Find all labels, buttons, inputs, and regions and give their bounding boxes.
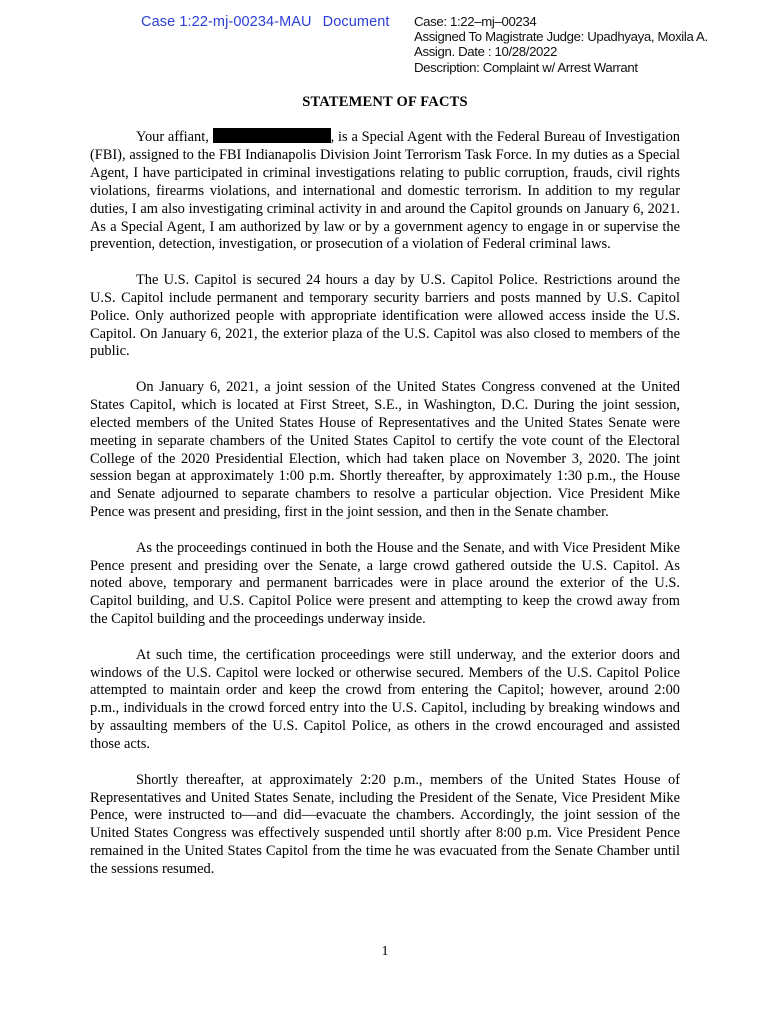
case-header-stamp: [141, 14, 396, 30]
paragraph-capitol-security: The U.S. Capitol is secured 24 hours a day by U.S. Capitol Police. Restrictions around the U.S. Capitol include permanent and temporary security barriers and posts manned by U.S. Capitol Police. Only authorized people with appropriate identification were allowed access inside the U.S. Capitol. On January 6, 2021, the exterior plaza of the U.S. Capitol was also closed to members of the public.: [90, 271, 680, 360]
redaction-box: [213, 128, 331, 143]
assigned-judge-line: Assigned To Magistrate Judge: Upadhyaya, Moxila A.: [414, 29, 708, 45]
page-number: 1: [381, 944, 389, 959]
paragraph-affiant: [90, 128, 680, 254]
case-assignment-stamp: [414, 14, 708, 75]
document-body: [90, 128, 680, 897]
document-title: STATEMENT OF FACTS: [302, 94, 468, 110]
paragraph-crowd-gathered: As the proceedings continued in both the House and the Senate, and with Vice President Mike Pence present and presiding over the Senate, a large crowd gathered outside the U.S. Capitol. As noted above, temporary and permanent barricades were in place around the exterior of the U.S. Capitol building, and U.S. Capitol Police were present and attempting to keep the crowd away from the Capitol building and the proceedings underway inside.: [90, 539, 680, 628]
paragraph-affiant-rest: , is a Special Agent with the Federal Bureau of Investigation (FBI), assigned to the FBI Indianapolis Division Joint Terrorism Task Force. In my duties as a Special Agent, I have participated in criminal investigations relating to public corruption, frauds, civil rights violations, firearms violations, and international and domestic terrorism. In addition to my regular duties, I am also investigating criminal activity in and around the Capitol grounds on January 6, 2021. As a Special Agent, I am authorized by law or by a government agency to engage in or supervise the prevention, detection, investigation, or prosecution of a violation of Federal criminal laws.: [90, 129, 680, 253]
paragraph-evacuation: Shortly thereafter, at approximately 2:20 p.m., members of the United States House of Representatives and United States Senate, including the President of the Senate, Vice President Mike Pence, were instructed to—and did—evacuate the chambers. Accordingly, the joint session of the United States Congress was effectively suspended until shortly after 8:00 p.m. Vice President Pence remained in the United States Capitol from the time he was evacuated from the Senate Chamber until the sessions resumed.: [90, 771, 680, 878]
document-label-text: Document: [322, 14, 390, 30]
paragraph-affiant-start: Your affiant,: [136, 129, 209, 145]
case-number-text: Case 1:22-mj-00234-MAU: [141, 14, 312, 30]
case-number-line: Case: 1:22–mj–00234: [414, 14, 537, 29]
assign-date-line: Assign. Date : 10/28/2022: [414, 44, 558, 60]
paragraph-forced-entry: At such time, the certification proceedings were still underway, and the exterior doors and windows of the U.S. Capitol were locked or otherwise secured. Members of the U.S. Capitol Police attempted to maintain order and keep the crowd from entering the Capitol; however, around 2:00 p.m., individuals in the crowd forced entry into the U.S. Capitol, including by breaking windows and by assaulting members of the U.S. Capitol Police, as others in the crowd encouraged and assisted those acts.: [90, 646, 680, 753]
paragraph-joint-session: On January 6, 2021, a joint session of the United States Congress convened at the United States Capitol, which is located at First Street, S.E., in Washington, D.C. During the joint session, elected members of the United States House of Representatives and the United States Senate were meeting in separate chambers of the United States Capitol to certify the vote count of the Electoral College of the 2020 Presidential Election, which had taken place on November 3, 2020. The joint session began at approximately 1:00 p.m. Shortly thereafter, by approximately 1:30 p.m., the House and Senate adjourned to separate chambers to resolve a particular objection. Vice President Mike Pence was present and presiding, first in the joint session, and then in the Senate chamber.: [90, 378, 680, 521]
description-line: Description: Complaint w/ Arrest Warrant: [414, 59, 638, 75]
